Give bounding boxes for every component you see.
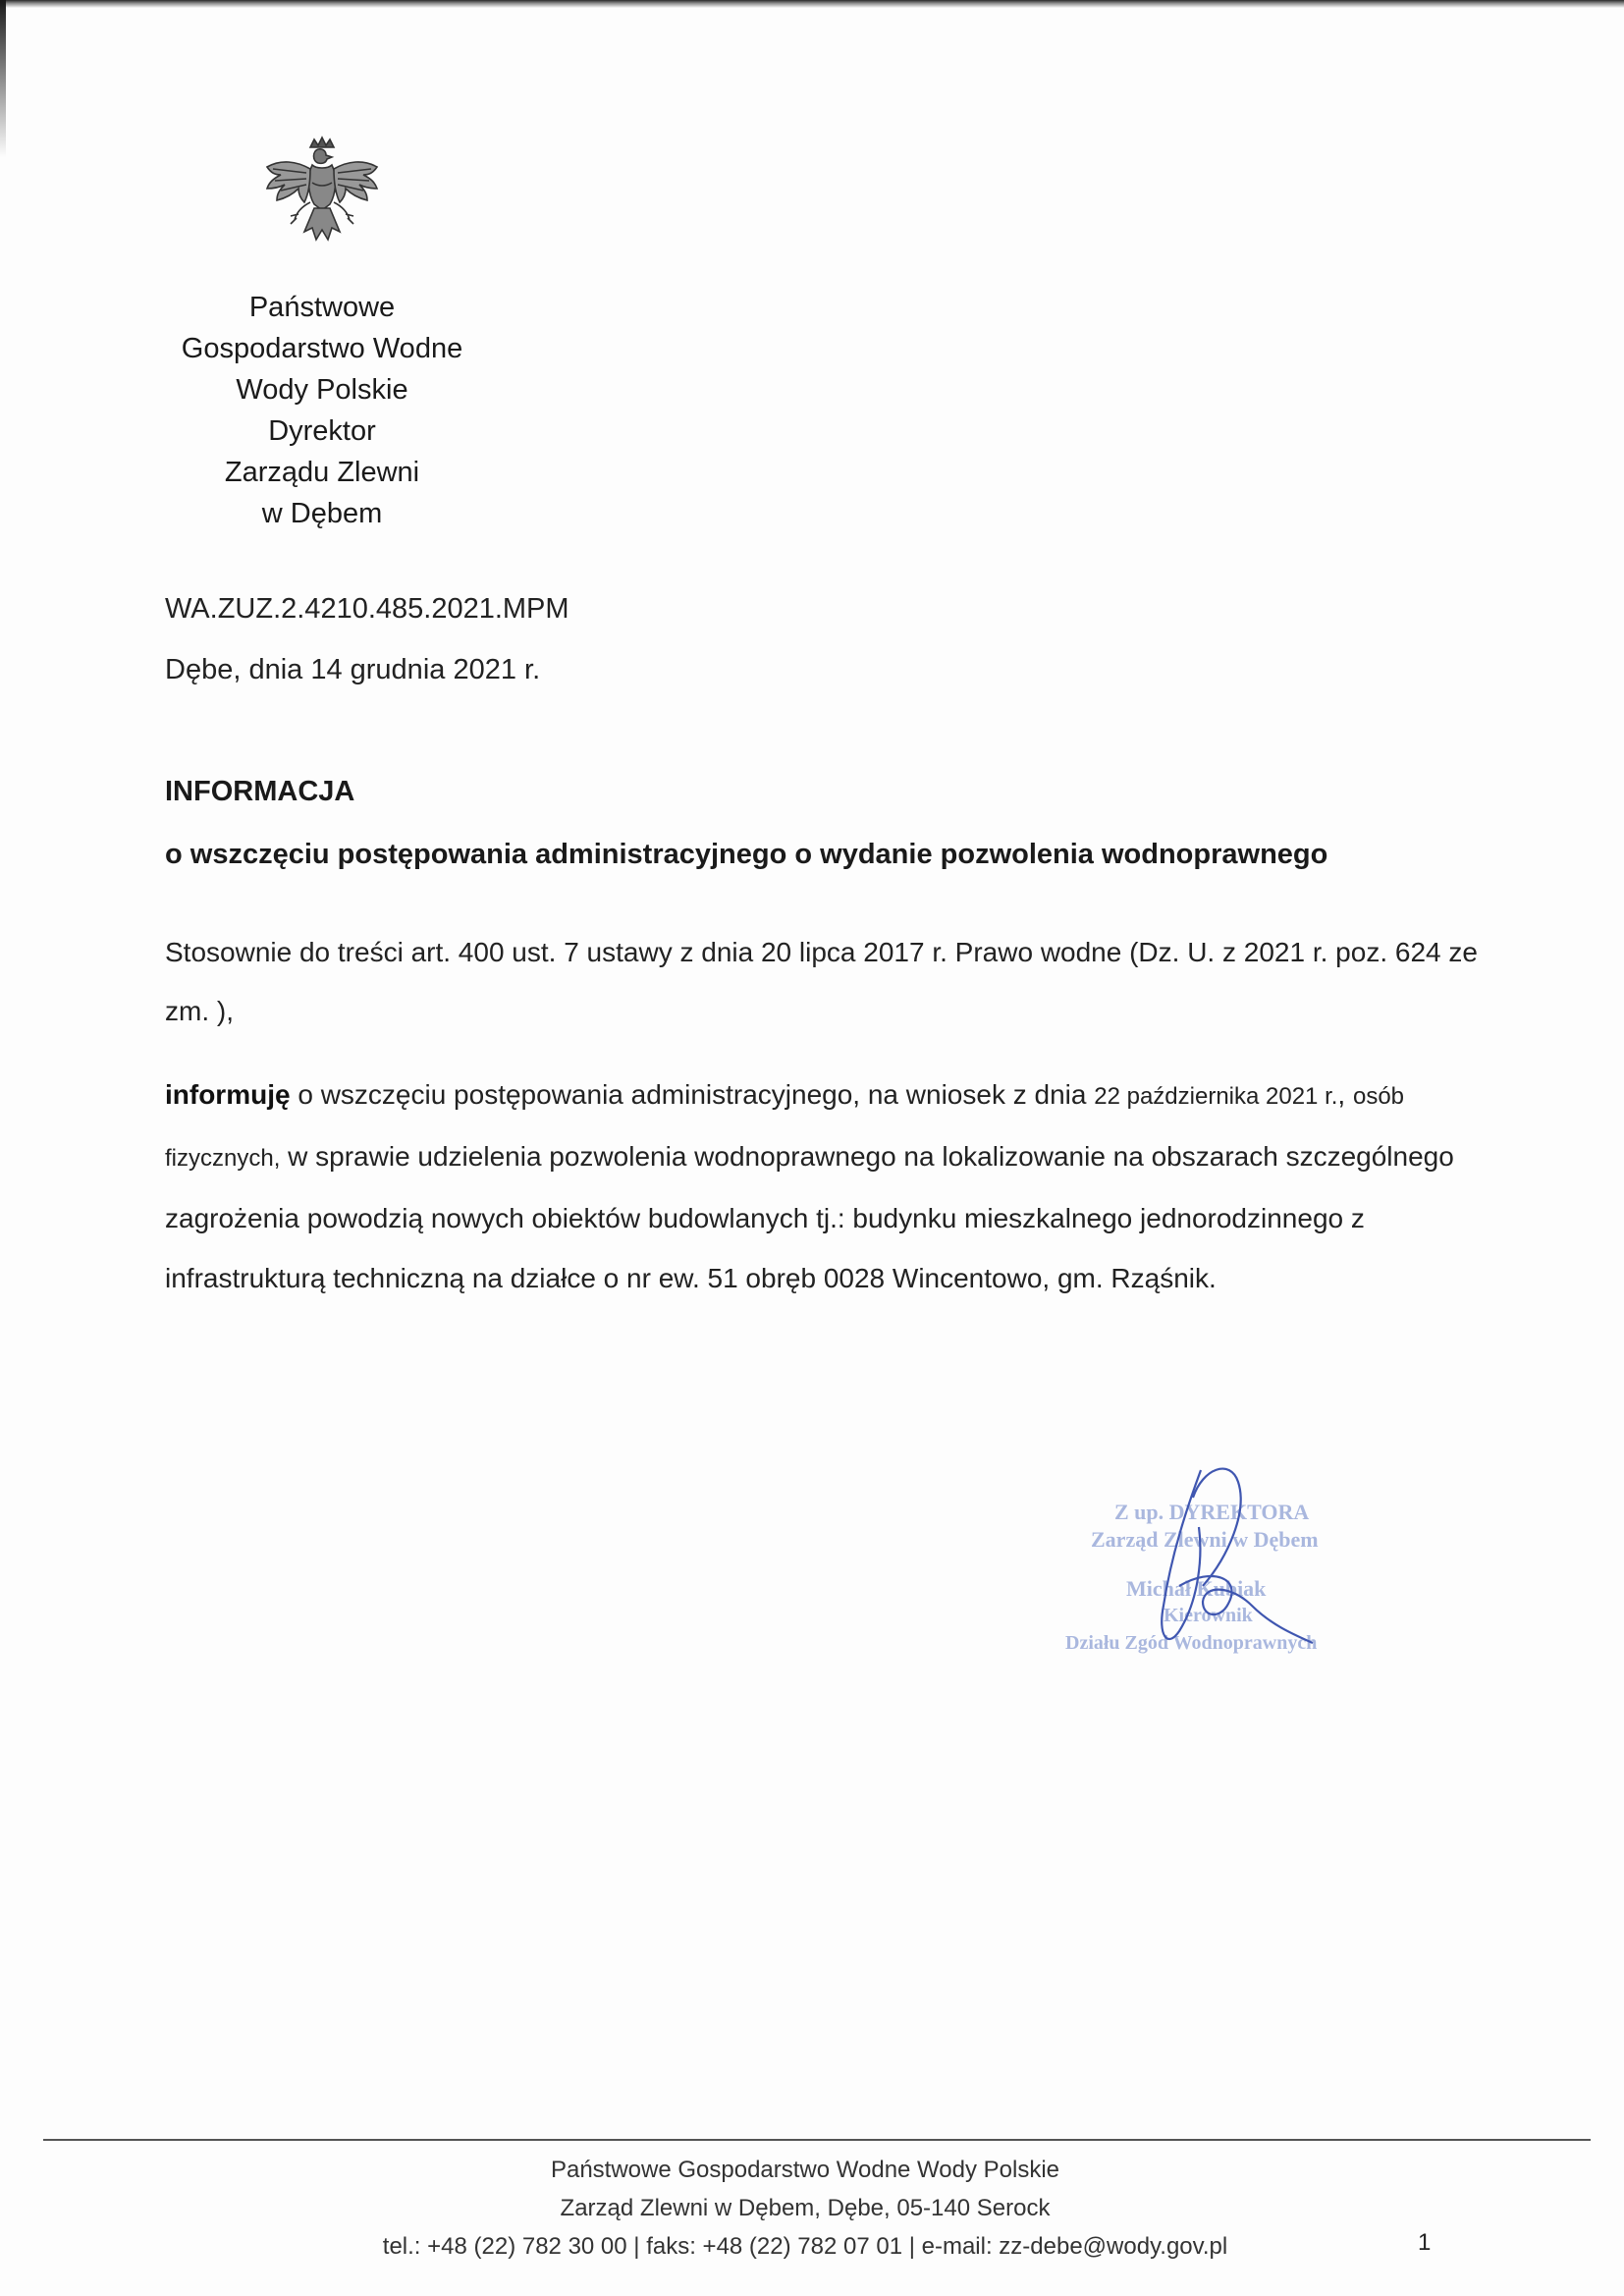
polish-eagle-emblem-icon <box>253 134 391 271</box>
scan-edge-top <box>0 0 1624 8</box>
document-subtitle: o wszczęciu postępowania administracyjnego o wydanie pozwolenia wodnoprawnego <box>165 839 1328 870</box>
application-date: 22 października 2021 r. <box>1094 1083 1338 1110</box>
stamp-line-4: Kierownik <box>1164 1605 1253 1626</box>
legal-basis-paragraph: Stosownie do treści art. 400 ust. 7 ustawy z dnia 20 lipca 2017 r. Prawo wodne (Dz. U. z 2021 r. poz. 624 ze zm. ), <box>165 937 1478 1026</box>
page-footer <box>295 2151 1316 2266</box>
stamp-line-5: Działu Zgód Wodnoprawnych <box>1065 1632 1318 1654</box>
stamp-line-3: Michał Kubiak <box>1126 1576 1267 1601</box>
applicant-type: osób fizycznych, <box>165 1083 1405 1172</box>
footer-contact-line: tel.: +48 (22) 782 30 00 | faks: +48 (22) 782 07 01 | e-mail: zz-debe@wody.gov.pl <box>382 2233 1228 2260</box>
document-title: INFORMACJA <box>165 776 355 807</box>
page-number: 1 <box>1418 2229 1432 2256</box>
notice-paragraph <box>165 1065 1500 1308</box>
notice-text-2: , <box>1337 1079 1353 1110</box>
footer-line-1: Państwowe Gospodarstwo Wodne Wody Polskie <box>550 2157 1060 2183</box>
footer-divider <box>43 2139 1591 2141</box>
org-line-3: Wody Polskie <box>236 374 408 406</box>
footer-line-2: Zarząd Zlewni w Dębem, Dębe, 05-140 Serock <box>560 2195 1051 2221</box>
organization-header <box>137 287 507 534</box>
stamp-line-2: Zarząd Zlewni w Dębem <box>1091 1527 1319 1552</box>
org-line-6: w Dębem <box>261 498 383 529</box>
org-line-4: Dyrektor <box>268 415 376 447</box>
org-line-2: Gospodarstwo Wodne <box>181 333 463 364</box>
scan-edge-left <box>0 0 6 157</box>
stamp-line-1: Z up. DYREKTORA <box>1114 1500 1310 1524</box>
org-line-5: Zarządu Zlewni <box>224 457 420 488</box>
notice-text-1: o wszczęciu postępowania administracyjnego, na wniosek z dnia <box>290 1079 1095 1110</box>
official-stamp <box>1056 1439 1380 1684</box>
notice-lead-word: informuję <box>165 1079 291 1110</box>
case-reference: WA.ZUZ.2.4210.485.2021.MPM <box>165 593 569 625</box>
org-line-1: Państwowe <box>248 292 396 323</box>
document-date: Dębe, dnia 14 grudnia 2021 r. <box>165 654 541 685</box>
notice-text-3: w sprawie udzielenia pozwolenia wodnoprawnego na lokalizowanie na obszarach szczególnego zagrożenia powodzią nowych obiektów budowlanych tj.: budynku mieszkalnego jednorodzinnego z infrastrukturą techniczną na działce o nr ew. 51 obręb 0028 Wincentowo, gm. Rząśnik. <box>165 1141 1454 1293</box>
